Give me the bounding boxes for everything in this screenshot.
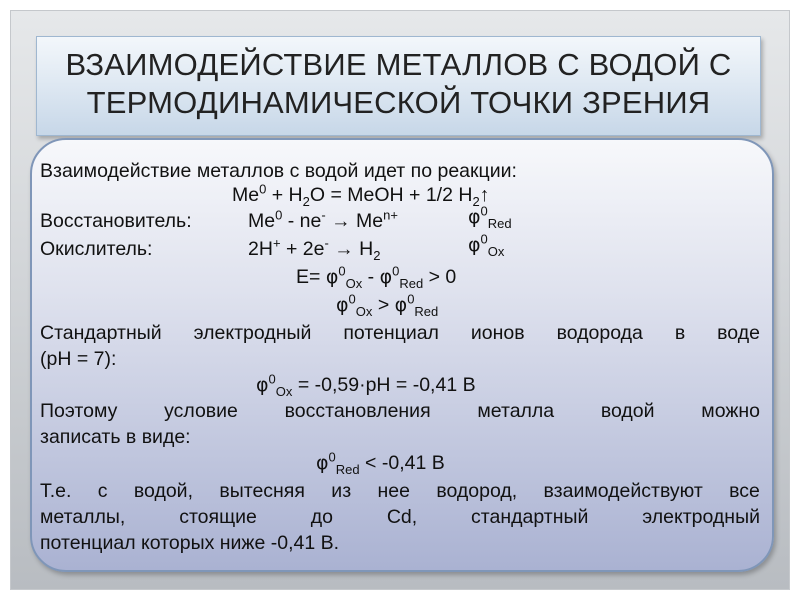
reducer-equation: $Me^0 - ne^- \to Me^{n+}$	[248, 207, 398, 232]
condition-line-2: записать в виде:	[40, 426, 191, 448]
slide-title	[36, 36, 761, 136]
conclusion-line-1: Т.е. с водой, вытесняя из нее водород, взаимодействуют все	[40, 480, 760, 502]
emf-condition: $E= \varphi^0_{Ox} - \varphi^0_{Red} > 0$	[296, 263, 457, 291]
reaction-equation: $Me^0 + H_2O$ = MeOH + 1/2 $H_2↑$	[232, 181, 490, 209]
std-potential-formula: $\varphi^0_{Ox} = -0,59\cdot pH = -0,41$ B	[256, 371, 476, 399]
oxidizer-label: Окислитель:	[40, 238, 153, 260]
potential-comparison: $\varphi^0_{Ox} > \varphi^0_{Red}$	[336, 291, 439, 319]
std-potential-line-2: (pH = 7):	[40, 348, 117, 370]
intro-text: Взаимодействие металлов с водой идет по реакции:	[40, 160, 517, 182]
oxidizer-potential: $\varphi^0_{Ox}$	[468, 231, 505, 259]
condition-formula: $\varphi^0_{Red} < -0,41$ B	[316, 449, 445, 477]
title-line-1: ВЗАИМОДЕЙСТВИЕ МЕТАЛЛОВ С ВОДОЙ С	[65, 47, 732, 82]
oxidizer-equation: $2H^+ + 2e^- \to H_2$	[248, 235, 381, 263]
title-line-2: ТЕРМОДИНАМИЧЕСКОЙ ТОЧКИ ЗРЕНИЯ	[86, 85, 711, 120]
std-potential-line-1: Стандартный электродный потенциал ионов водорода в воде	[40, 322, 760, 344]
conclusion-line-2: металлы, стоящие до Cd, стандартный электродный	[40, 506, 760, 528]
condition-line-1: Поэтому условие восстановления металла водой можно	[40, 400, 760, 422]
reducer-potential: $\varphi^0_{Red}$	[468, 203, 512, 231]
conclusion-line-3: потенциал которых ниже -0,41 В.	[40, 532, 340, 554]
reducer-label: Восстановитель:	[40, 210, 192, 232]
